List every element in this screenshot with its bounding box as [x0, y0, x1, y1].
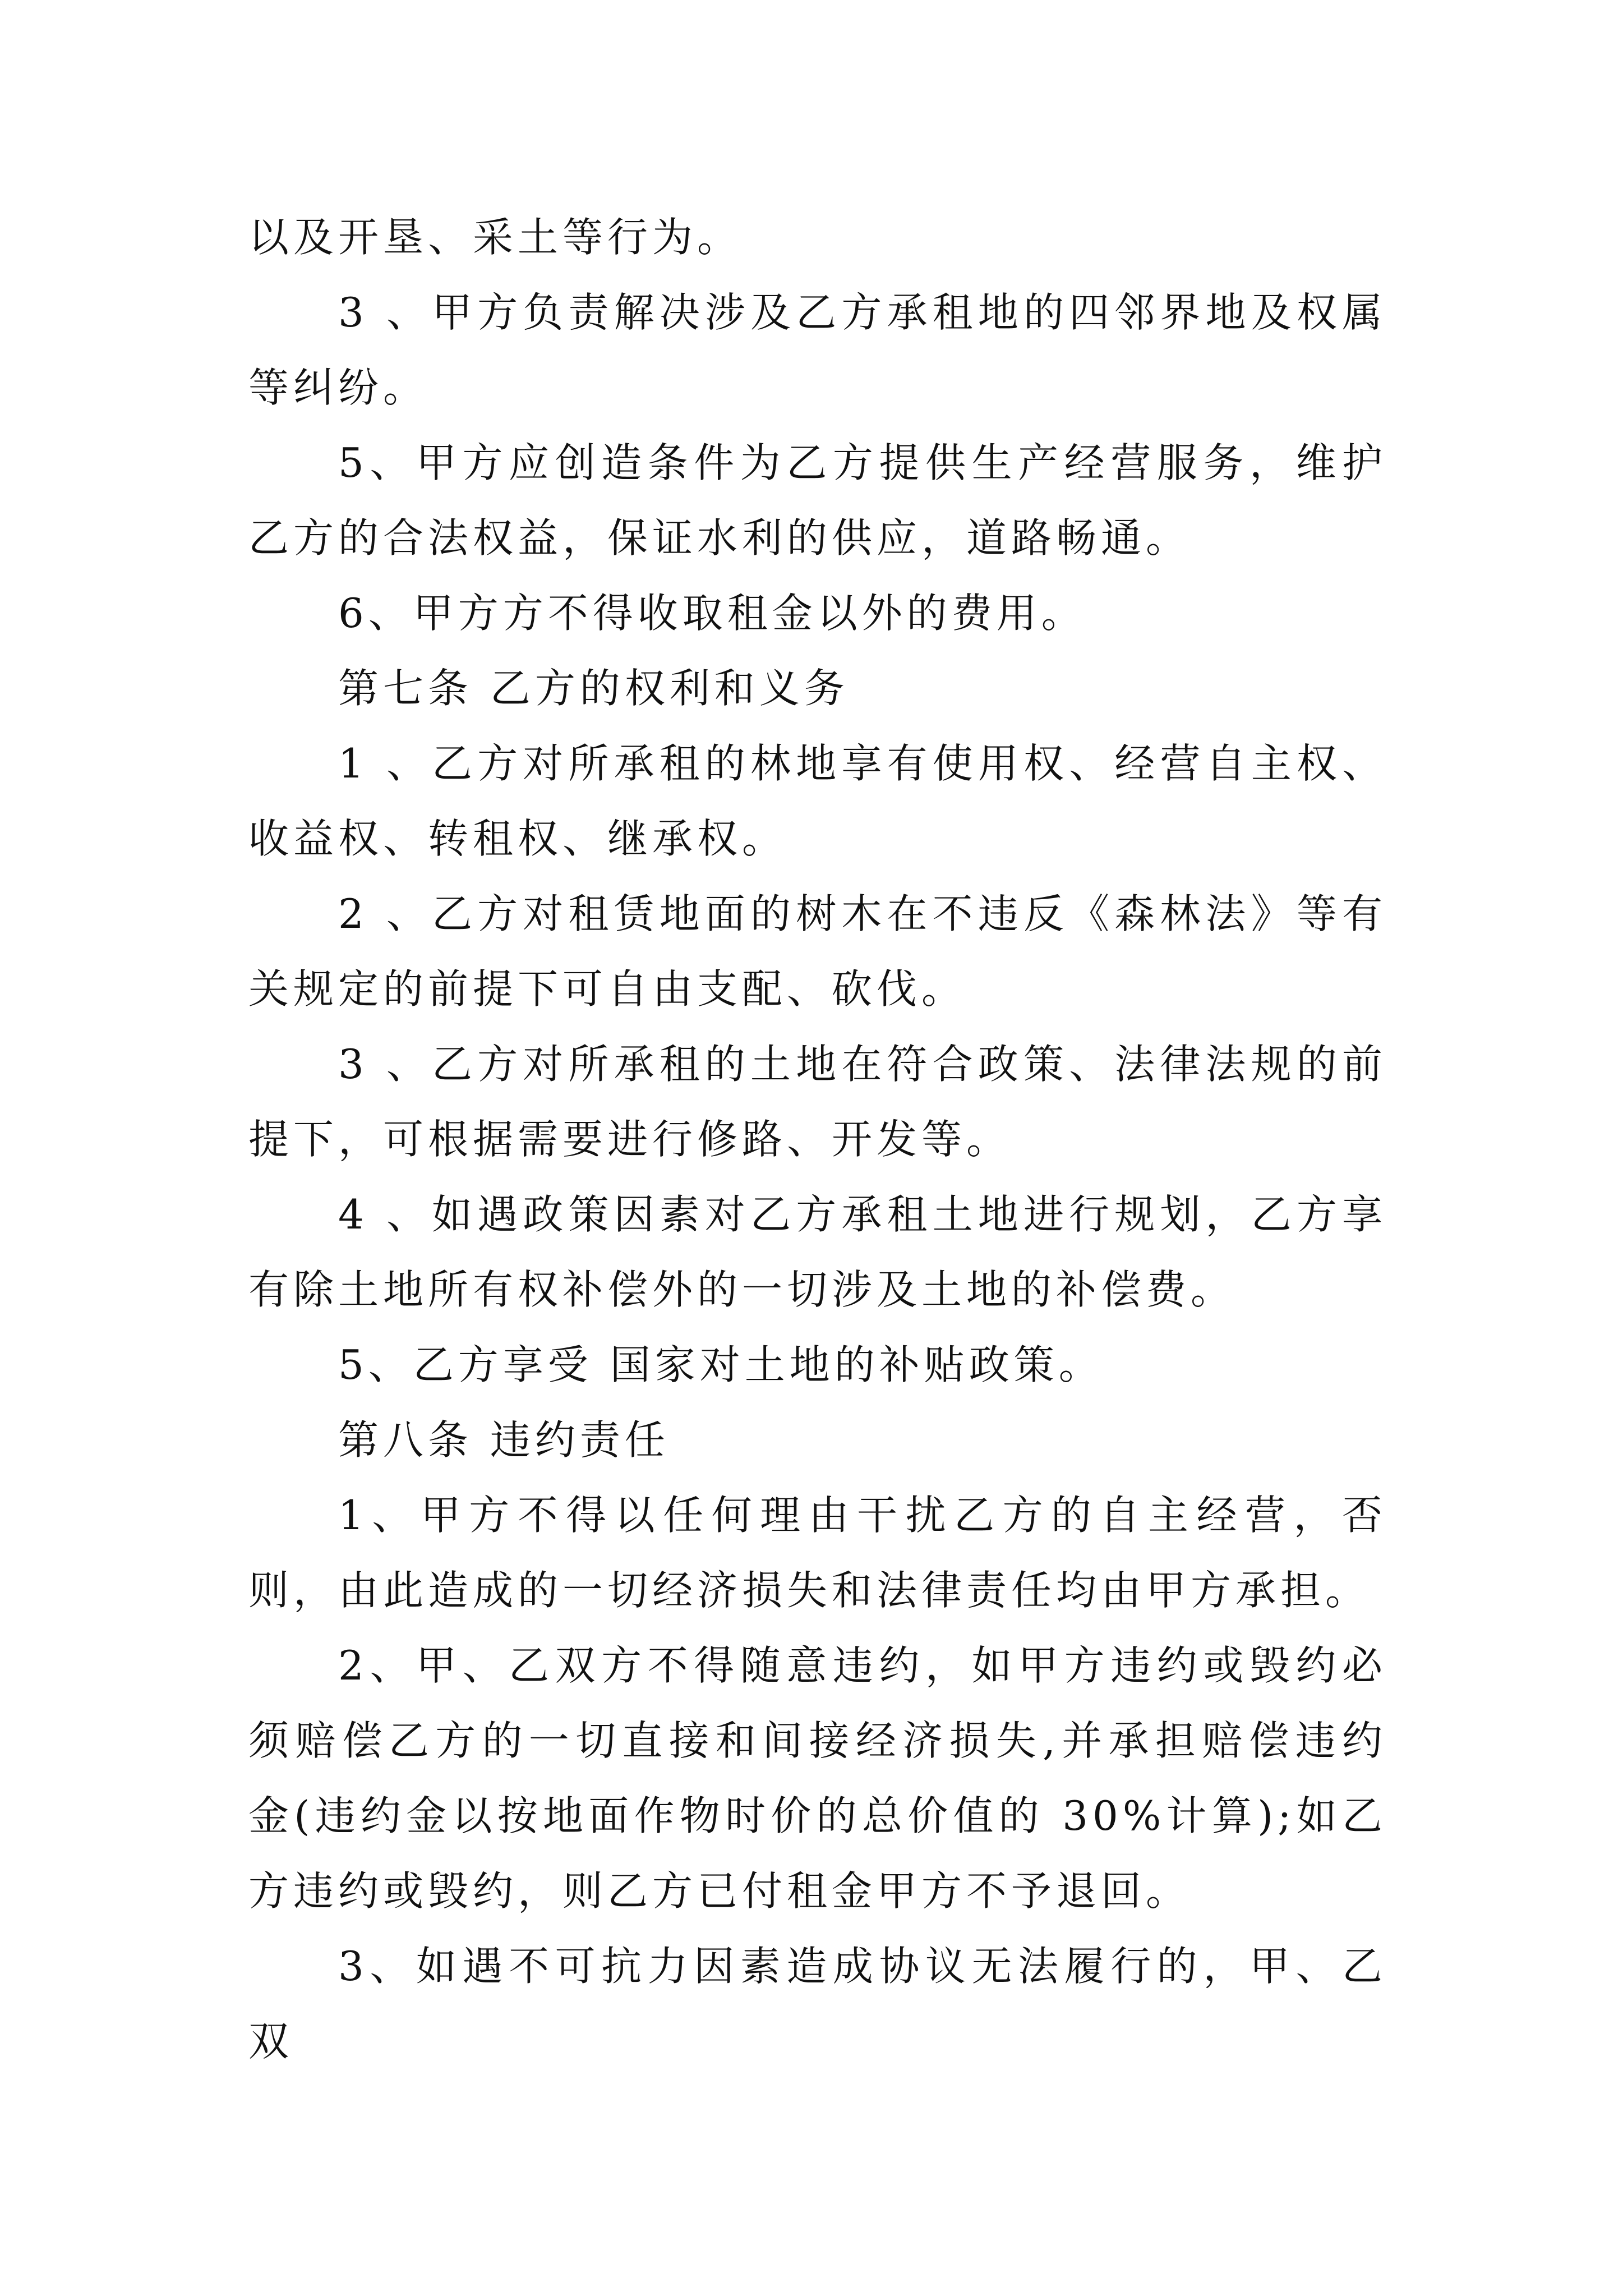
paragraph-item-3-boundary-disputes: 3 、甲方负责解决涉及乙方承租地的四邻界地及权属等纠纷。	[248, 289, 1387, 411]
paragraph-item-3-development: 3 、乙方对所承租的土地在符合政策、法律法规的前提下，可根据需要进行修路、开发等。	[248, 1041, 1387, 1163]
paragraph-item-2-breach: 2、甲、乙双方不得随意违约，如甲方违约或毁约必须赔偿乙方的一切直接和间接经济损失,并承担赔偿违约金(违约金以按地面作物时价的总价值的 30%计算);如乙方违约或毁约，则乙方已付租金甲方不予退回。	[248, 1642, 1387, 1915]
section-heading-article-8: 第八条 违约责任	[338, 1416, 670, 1464]
section-heading-article-7: 第七条 乙方的权利和义务	[338, 665, 849, 712]
paragraph-item-4-compensation: 4 、如遇政策因素对乙方承租土地进行规划，乙方享有除土地所有权补偿外的一切涉及土地的补偿费。	[248, 1191, 1387, 1313]
paragraph-item-2-trees: 2 、乙方对租赁地面的树木在不违反《森林法》等有关规定的前提下可自由支配、砍伐。	[248, 890, 1387, 1013]
paragraph-item-6-fees: 6、甲方方不得收取租金以外的费用。	[338, 590, 1086, 637]
paragraph-item-1-rights: 1 、乙方对所承租的林地享有使用权、经营自主权、收益权、转租权、继承权。	[248, 740, 1387, 862]
paragraph-item-1-interference: 1、甲方不得以任何理由干扰乙方的自主经营，否则，由此造成的一切经济损失和法律责任均由甲方承担。	[248, 1492, 1387, 1614]
document-body	[248, 200, 1387, 2079]
paragraph-continuation: 以及开垦、采土等行为。	[248, 214, 743, 261]
paragraph-item-5-services: 5、甲方应创造条件为乙方提供生产经营服务，维护乙方的合法权益，保证水利的供应，道路畅通。	[248, 439, 1387, 562]
paragraph-item-5-subsidy: 5、乙方享受 国家对土地的补贴政策。	[338, 1341, 1104, 1388]
paragraph-item-3-force-majeure: 3、如遇不可抗力因素造成协议无法履行的，甲、乙双	[248, 1943, 1387, 2065]
